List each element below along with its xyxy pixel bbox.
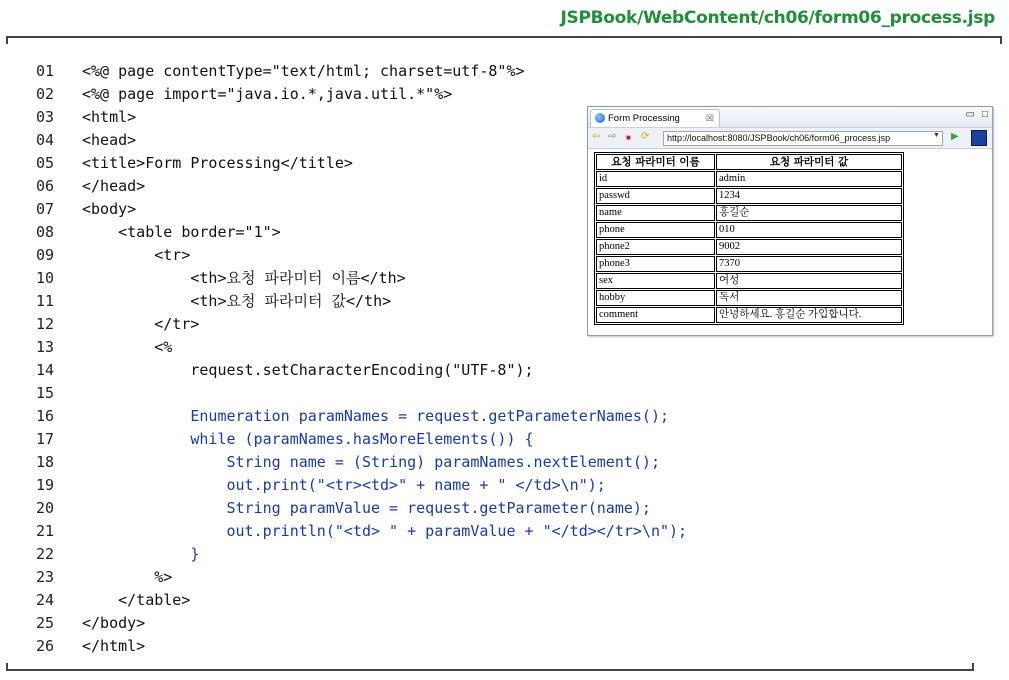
table-row bbox=[596, 307, 902, 323]
code-text: out.print("<tr><td>" + name + " </td>\n"); bbox=[82, 476, 606, 494]
code-text: } bbox=[82, 545, 200, 563]
table-row bbox=[596, 239, 902, 255]
code-line bbox=[36, 382, 687, 405]
code-text: <body> bbox=[82, 200, 137, 218]
minimize-icon[interactable]: ▭ bbox=[965, 109, 975, 120]
code-text: <%@ page import="java.io.*,java.util.*"%> bbox=[82, 85, 453, 103]
browser-toolbar bbox=[588, 128, 992, 149]
code-text: while (paramNames.hasMoreElements()) { bbox=[82, 430, 534, 448]
code-line bbox=[36, 497, 687, 520]
code-line bbox=[36, 520, 687, 543]
code-line bbox=[36, 83, 687, 106]
table-row bbox=[596, 188, 902, 204]
line-number: 20 bbox=[36, 499, 55, 517]
line-number: 16 bbox=[36, 407, 55, 425]
code-text: <th>요청 파라미터 값</th> bbox=[82, 292, 392, 310]
param-name-cell: phone2 bbox=[596, 239, 715, 255]
table-row bbox=[596, 205, 902, 221]
param-value-cell: 010 bbox=[716, 222, 902, 238]
param-name-cell: passwd bbox=[596, 188, 715, 204]
line-number: 24 bbox=[36, 591, 55, 609]
code-line bbox=[36, 474, 687, 497]
code-line bbox=[36, 543, 687, 566]
go-icon[interactable]: ▶ bbox=[951, 131, 959, 142]
code-text: String paramValue = request.getParameter(name); bbox=[82, 499, 651, 517]
code-line bbox=[36, 336, 687, 359]
line-number: 04 bbox=[36, 131, 55, 149]
code-text: <tr> bbox=[82, 246, 191, 264]
code-line bbox=[36, 359, 687, 382]
code-text: <html> bbox=[82, 108, 137, 126]
code-line bbox=[36, 612, 687, 635]
table-header-row bbox=[596, 154, 902, 170]
line-number: 03 bbox=[36, 108, 55, 126]
code-text: <%@ page contentType="text/html; charset=utf-8"%> bbox=[82, 62, 525, 80]
tab-close-icon[interactable]: ☒ bbox=[705, 113, 714, 123]
code-line bbox=[36, 589, 687, 612]
param-value-cell: 7370 bbox=[716, 256, 902, 272]
table-row bbox=[596, 273, 902, 289]
param-name-cell: sex bbox=[596, 273, 715, 289]
code-line bbox=[36, 428, 687, 451]
code-line bbox=[36, 60, 687, 83]
code-line bbox=[36, 451, 687, 474]
param-value-cell: 1234 bbox=[716, 188, 902, 204]
code-line bbox=[36, 635, 687, 658]
browser-tab-bar bbox=[588, 107, 992, 128]
line-number: 17 bbox=[36, 430, 55, 448]
column-header-value: 요청 파라미터 값 bbox=[716, 154, 902, 170]
code-text: String name = (String) paramNames.nextElement(); bbox=[82, 453, 660, 471]
code-text: </table> bbox=[82, 591, 191, 609]
code-line bbox=[36, 405, 687, 428]
line-number: 15 bbox=[36, 384, 55, 402]
line-number: 25 bbox=[36, 614, 55, 632]
column-header-name: 요청 파라미터 이름 bbox=[596, 154, 715, 170]
browser-menu-icon[interactable] bbox=[971, 130, 987, 146]
param-name-cell: name bbox=[596, 205, 715, 221]
forward-arrow-icon[interactable]: ⇨ bbox=[608, 131, 617, 142]
refresh-icon[interactable]: ⟳ bbox=[641, 131, 650, 142]
back-arrow-icon[interactable]: ⇦ bbox=[592, 131, 601, 142]
line-number: 12 bbox=[36, 315, 55, 333]
param-value-cell: 홍길순 bbox=[716, 205, 902, 221]
stop-icon[interactable]: ■ bbox=[626, 133, 631, 142]
globe-icon bbox=[595, 113, 605, 123]
code-text: out.println("<td> " + paramValue + "</td></tr>\n"); bbox=[82, 522, 688, 540]
browser-tab[interactable] bbox=[590, 109, 720, 127]
param-value-cell: 9002 bbox=[716, 239, 902, 255]
line-number: 26 bbox=[36, 637, 55, 655]
param-name-cell: comment bbox=[596, 307, 715, 323]
param-value-cell: 여성 bbox=[716, 273, 902, 289]
table-row bbox=[596, 256, 902, 272]
line-number: 01 bbox=[36, 62, 55, 80]
line-number: 14 bbox=[36, 361, 55, 379]
line-number: 13 bbox=[36, 338, 55, 356]
parameter-table bbox=[594, 152, 904, 325]
code-text: </head> bbox=[82, 177, 146, 195]
line-number: 02 bbox=[36, 85, 55, 103]
param-value-cell: admin bbox=[716, 171, 902, 187]
param-value-cell: 안녕하세요. 홍길순 가입합니다. bbox=[716, 307, 902, 323]
param-value-cell: 독서 bbox=[716, 290, 902, 306]
code-line bbox=[36, 566, 687, 589]
line-number: 23 bbox=[36, 568, 55, 586]
code-text: <% bbox=[82, 338, 173, 356]
code-text: Enumeration paramNames = request.getParameterNames(); bbox=[82, 407, 669, 425]
code-text: <head> bbox=[82, 131, 137, 149]
browser-tab-title: Form Processing bbox=[608, 113, 680, 124]
line-number: 18 bbox=[36, 453, 55, 471]
param-name-cell: hobby bbox=[596, 290, 715, 306]
table-row bbox=[596, 222, 902, 238]
line-number: 21 bbox=[36, 522, 55, 540]
line-number: 09 bbox=[36, 246, 55, 264]
code-text: <table border="1"> bbox=[82, 223, 281, 241]
param-name-cell: phone bbox=[596, 222, 715, 238]
line-number: 22 bbox=[36, 545, 55, 563]
param-name-cell: id bbox=[596, 171, 715, 187]
address-dropdown-icon[interactable]: ▼ bbox=[933, 132, 940, 139]
table-row bbox=[596, 290, 902, 306]
param-name-cell: phone3 bbox=[596, 256, 715, 272]
code-text: %> bbox=[82, 568, 173, 586]
code-text: </body> bbox=[82, 614, 146, 632]
code-text: <th>요청 파라미터 이름</th> bbox=[82, 269, 406, 287]
code-text: </html> bbox=[82, 637, 146, 655]
maximize-icon[interactable]: □ bbox=[981, 109, 988, 120]
file-path-label: JSPBook/WebContent/ch06/form06_process.jsp bbox=[560, 8, 995, 28]
line-number: 10 bbox=[36, 269, 55, 287]
code-text: request.setCharacterEncoding("UTF-8"); bbox=[82, 361, 534, 379]
code-text: <title>Form Processing</title> bbox=[82, 154, 353, 172]
line-number: 05 bbox=[36, 154, 55, 172]
line-number: 19 bbox=[36, 476, 55, 494]
line-number: 11 bbox=[36, 292, 55, 310]
address-bar[interactable]: http://localhost:8080/JSPBook/ch06/form06_process.jsp bbox=[663, 131, 943, 146]
line-number: 08 bbox=[36, 223, 55, 241]
line-number: 07 bbox=[36, 200, 55, 218]
table-row bbox=[596, 171, 902, 187]
code-text: </tr> bbox=[82, 315, 200, 333]
line-number: 06 bbox=[36, 177, 55, 195]
browser-window bbox=[587, 106, 993, 336]
browser-content bbox=[594, 152, 904, 325]
